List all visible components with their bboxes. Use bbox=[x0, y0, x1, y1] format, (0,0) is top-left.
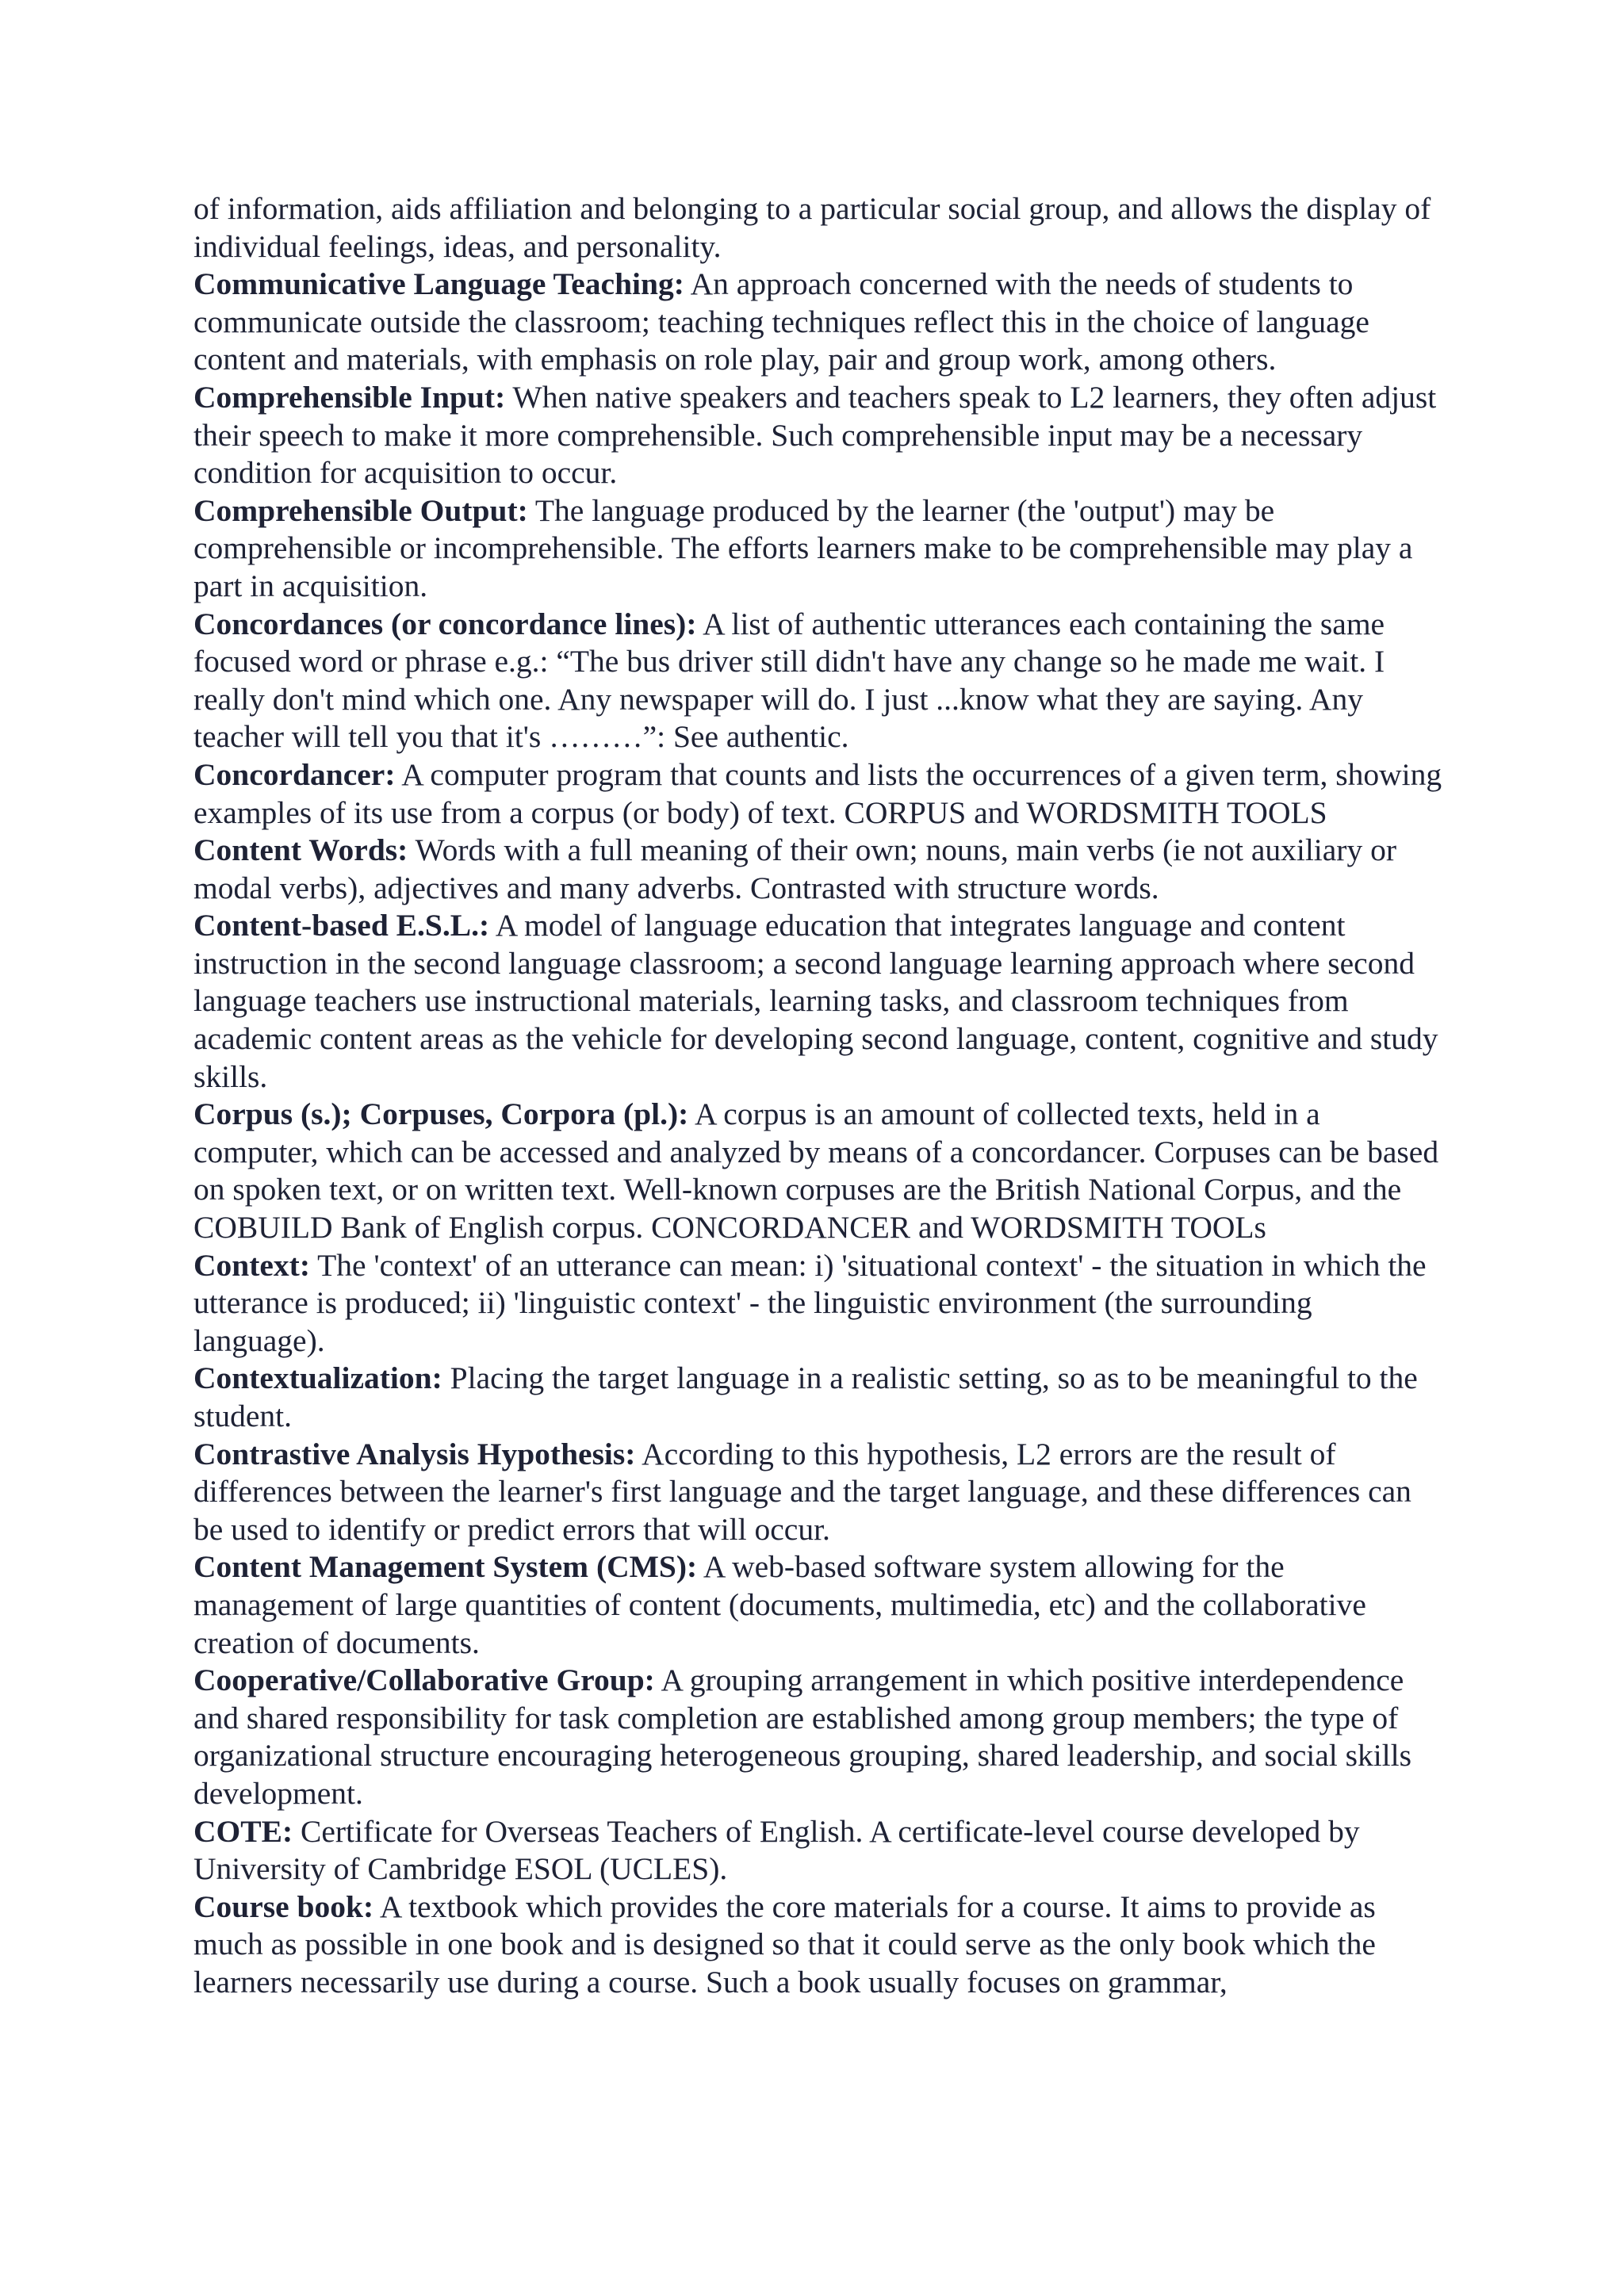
entry-term: Comprehensible Output: bbox=[193, 492, 528, 528]
glossary-entry bbox=[193, 1813, 1446, 1888]
entry-term: Content-based E.S.L.: bbox=[193, 908, 490, 943]
entry-term: Contextualization: bbox=[193, 1360, 442, 1396]
glossary-entry bbox=[193, 266, 1446, 379]
entry-definition: Placing the target language in a realistic setting, so as to be meaningful to the student. bbox=[193, 1360, 1418, 1433]
entry-term: Communicative Language Teaching: bbox=[193, 266, 684, 302]
glossary-entry bbox=[193, 1888, 1446, 2002]
entry-term: Content Words: bbox=[193, 832, 408, 868]
glossary-entry bbox=[193, 1096, 1446, 1246]
entry-definition: A corpus is an amount of collected texts, held in a computer, which can be accessed and analyzed by means of a concordancer. Corpuses can be based on spoken text, or on written text. Well-known corpuses are the British National Corpus, and the COBUILD Bank of English corpus. CONCORDANCER and WORDSMITH TOOLs bbox=[193, 1096, 1439, 1246]
glossary-entry bbox=[193, 492, 1446, 606]
entry-definition: According to this hypothesis, L2 errors are the result of differences between the learner's first language and the target language, and these differences can be used to identify or predict errors that will occur. bbox=[193, 1436, 1411, 1547]
entry-term: Concordancer: bbox=[193, 756, 396, 792]
glossary-entry bbox=[193, 606, 1446, 756]
glossary-body bbox=[193, 190, 1446, 2002]
glossary-entry bbox=[193, 1436, 1446, 1549]
entry-term: Content Management System (CMS): bbox=[193, 1549, 698, 1585]
entry-definition: A computer program that counts and lists the occurrences of a given term, showing examples of its use from a corpus (or body) of text. CORPUS and WORDSMITH TOOLS bbox=[193, 756, 1442, 830]
glossary-entry bbox=[193, 1662, 1446, 1812]
intro-paragraph: of information, aids affiliation and belonging to a particular social group, and allows the display of individual feelings, ideas, and personality. bbox=[193, 191, 1431, 264]
glossary-entry bbox=[193, 907, 1446, 1096]
entry-term: Comprehensible Input: bbox=[193, 379, 506, 415]
glossary-entry bbox=[193, 756, 1446, 832]
entry-term: Corpus (s.); Corpuses, Corpora (pl.): bbox=[193, 1096, 689, 1132]
entry-definition: When native speakers and teachers speak to L2 learners, they often adjust their speech to make it more comprehensible. Such comprehensible input may be a necessary condition for acquisition to occur. bbox=[193, 379, 1437, 491]
entry-definition: Certificate for Overseas Teachers of English. A certificate-level course developed by University of Cambridge ESOL (UCLES). bbox=[193, 1813, 1360, 1887]
entry-term: Course book: bbox=[193, 1888, 374, 1924]
entry-definition: A model of language education that integrates language and content instruction in the second language classroom; a second language learning approach where second language teachers use instructional materials, learning tasks, and classroom techniques from academic content areas as the vehicle for developing second language, content, cognitive and study skills. bbox=[193, 908, 1438, 1094]
glossary-entry bbox=[193, 1360, 1446, 1435]
entry-definition: The 'context' of an utterance can mean: i) 'situational context' - the situation in which the utterance is produced; ii) 'linguistic context' - the linguistic environment (the surrounding language). bbox=[193, 1247, 1427, 1358]
glossary-entry bbox=[193, 832, 1446, 907]
entry-definition: A list of authentic utterances each containing the same focused word or phrase e.g.: “The bus driver still didn't have any change so he made me wait. I really don't mind which one. Any newspaper will do. I just ...know what they are saying. Any teacher will tell you that it's ………”: See authentic. bbox=[193, 606, 1385, 755]
entry-definition: The language produced by the learner (the 'output') may be comprehensible or incomprehensible. The efforts learners make to be comprehensible may play a part in acquisition. bbox=[193, 492, 1413, 603]
entry-term: Contrastive Analysis Hypothesis: bbox=[193, 1436, 636, 1471]
entry-definition: A web-based software system allowing for the management of large quantities of content (documents, multimedia, etc) and the collaborative creation of documents. bbox=[193, 1549, 1366, 1660]
entry-definition: An approach concerned with the needs of students to communicate outside the classroom; teaching techniques reflect this in the choice of language content and materials, with emphasis on role play, pair and group work, among others. bbox=[193, 266, 1369, 377]
entry-definition: A textbook which provides the core materials for a course. It aims to provide as much as possible in one book and is designed so that it could serve as the only book which the learners necessarily use during a course. Such a book usually focuses on grammar, bbox=[193, 1888, 1376, 1999]
entry-term: COTE: bbox=[193, 1813, 293, 1849]
glossary-entry bbox=[193, 1548, 1446, 1662]
glossary-entry bbox=[193, 1247, 1446, 1360]
entry-term: Context: bbox=[193, 1247, 310, 1283]
entry-term: Concordances (or concordance lines): bbox=[193, 606, 697, 641]
entry-definition: A grouping arrangement in which positive interdependence and shared responsibility for task completion are established among group members; the type of organizational structure encouraging heterogeneous grouping, shared leadership, and social skills development. bbox=[193, 1663, 1412, 1811]
entry-definition: Words with a full meaning of their own; nouns, main verbs (ie not auxiliary or modal verbs), adjectives and many adverbs. Contrasted with structure words. bbox=[193, 832, 1396, 905]
entry-term: Cooperative/Collaborative Group: bbox=[193, 1663, 655, 1698]
glossary-entry bbox=[193, 379, 1446, 492]
